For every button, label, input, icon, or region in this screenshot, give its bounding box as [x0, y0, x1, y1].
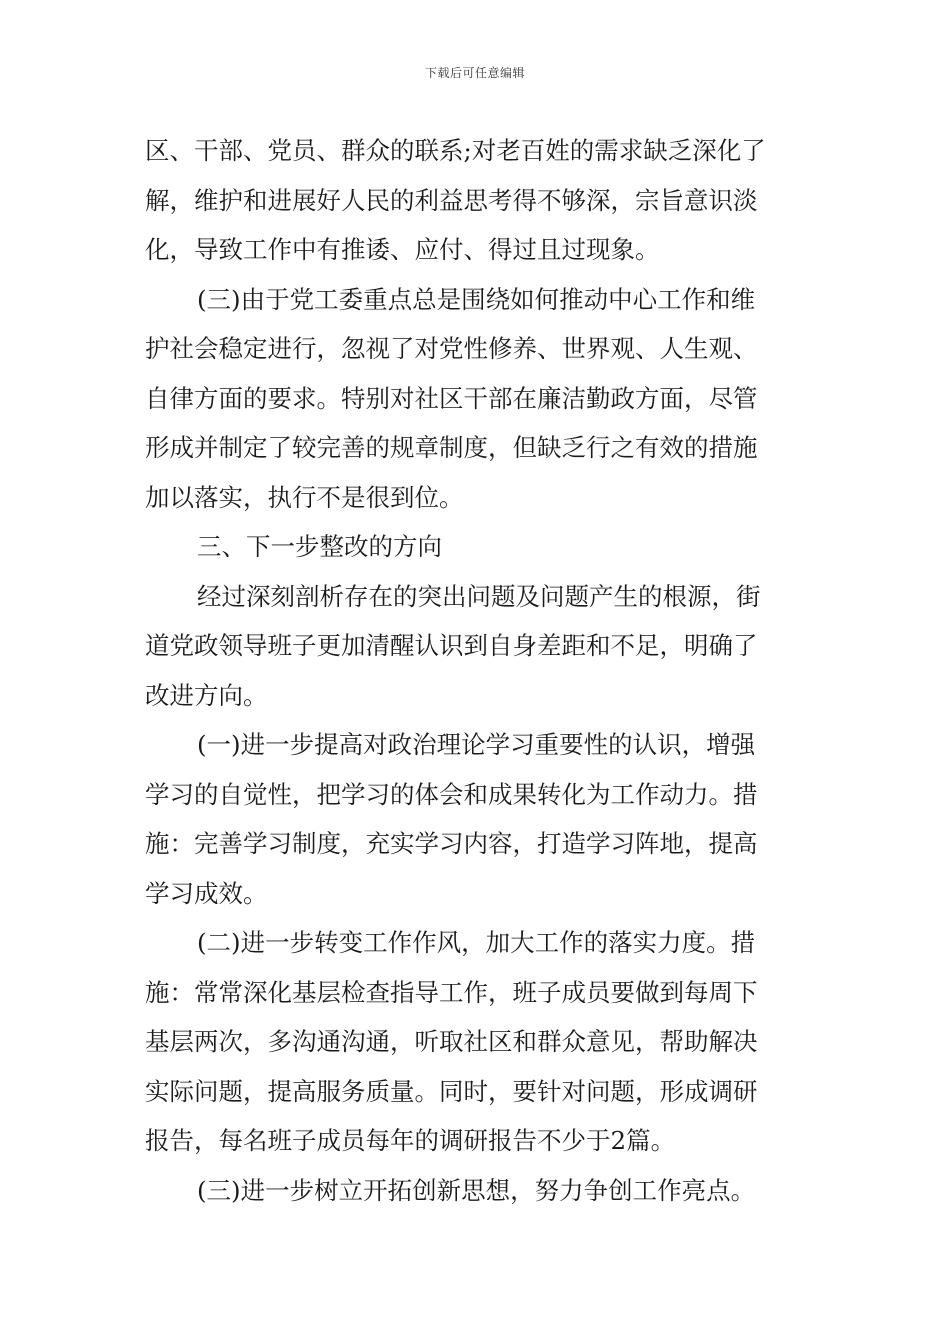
text-line: (二)进一步转变工作作风，加大工作的落实力度。措	[197, 928, 756, 957]
text-line: 化，导致工作中有推诿、应付、得过且过现象。	[145, 235, 660, 264]
text-line: 自律方面的要求。特别对社区干部在廉洁勤政方面，尽管	[145, 383, 758, 413]
text-line: 经过深刻剖析存在的突出问题及问题产生的根源，街	[197, 581, 761, 611]
text-line: 区、干部、党员、群众的联系;对老百姓的需求缺乏深化了	[145, 136, 766, 165]
text-line: 护社会稳定进行，忽视了对党性修养、世界观、人生观、	[145, 334, 758, 363]
text-line: 施：常常深化基层检查指导工作，班子成员要做到每周下	[145, 977, 758, 1007]
section-heading: 三、下一步整改的方向	[197, 532, 442, 561]
text-line: 形成并制定了较完善的规章制度，但缺乏行之有效的措施	[145, 433, 758, 462]
text-line: 施：完善学习制度，充实学习内容，打造学习阵地，提高	[145, 829, 758, 858]
text-line: 改进方向。	[145, 680, 268, 710]
text-line: 解，维护和进展好人民的利益思考得不够深，宗旨意识淡	[145, 185, 758, 215]
text-line: 加以落实，执行不是很到位。	[145, 482, 464, 512]
text-line: 道党政领导班子更加清醒认识到自身差距和不足，明确了	[145, 631, 758, 660]
text-line: (一)进一步提高对政治理论学习重要性的认识，增强	[197, 730, 756, 759]
text-line: 实际问题，提高服务质量。同时，要针对问题，形成调研	[145, 1076, 758, 1106]
document-body	[145, 126, 810, 1215]
text-line: 学习的自觉性，把学习的体会和成果转化为工作动力。措	[145, 779, 758, 809]
text-line: (三)进一步树立开拓创新思想，努力争创工作亮点。	[197, 1175, 756, 1205]
page-header: 下载后可任意编辑	[424, 66, 525, 80]
text-line: 报告，每名班子成员每年的调研报告不少于2篇。	[145, 1126, 676, 1155]
text-line: 基层两次，多沟通沟通，听取社区和群众意见，帮助解决	[145, 1027, 758, 1056]
text-line: 学习成效。	[145, 878, 268, 908]
text-line: (三)由于党工委重点总是围绕如何推动中心工作和维	[197, 284, 756, 314]
